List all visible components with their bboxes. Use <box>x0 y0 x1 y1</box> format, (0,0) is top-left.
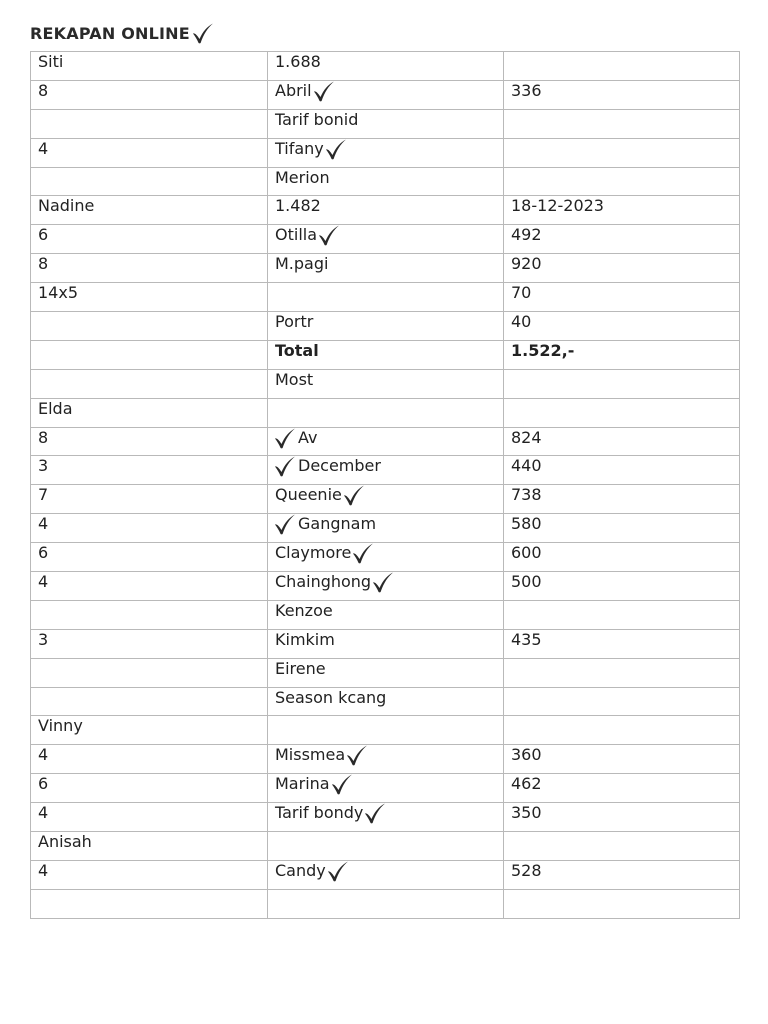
table-cell-c3 <box>504 456 740 485</box>
cell-text: 18-12-2023 <box>511 196 604 216</box>
table-cell-c2 <box>268 167 504 196</box>
cell-text: Anisah <box>38 831 92 851</box>
cell-content <box>275 80 503 104</box>
cell-content <box>38 138 267 162</box>
cell-content <box>275 803 503 827</box>
table-row <box>31 889 740 918</box>
table-cell-c3 <box>504 485 740 514</box>
table-cell-c1 <box>31 369 268 398</box>
cell-content <box>511 629 739 653</box>
table-cell-c3 <box>504 225 740 254</box>
cell-content <box>511 774 739 798</box>
table-row <box>31 716 740 745</box>
cell-text: 920 <box>511 254 542 274</box>
table-cell-c1 <box>31 860 268 889</box>
table-cell-c2 <box>268 774 504 803</box>
checkmark-icon <box>345 745 369 766</box>
cell-text: Candy <box>275 860 326 880</box>
cell-text: Vinny <box>38 716 83 736</box>
cell-content <box>511 167 739 191</box>
table-cell-c2 <box>268 80 504 109</box>
table-row <box>31 398 740 427</box>
cell-text: Total <box>275 340 319 360</box>
table-cell-c2 <box>268 600 504 629</box>
cell-content <box>38 572 267 596</box>
cell-text: 360 <box>511 745 542 765</box>
cell-content <box>38 543 267 567</box>
table-cell-c1 <box>31 427 268 456</box>
table-cell-c2 <box>268 745 504 774</box>
cell-text: 528 <box>511 860 542 880</box>
cell-text: 4 <box>38 571 49 591</box>
cell-content <box>38 254 267 278</box>
table-cell-c3 <box>504 109 740 138</box>
cell-content <box>511 600 739 624</box>
table-row <box>31 340 740 369</box>
table-cell-c1 <box>31 312 268 341</box>
checkmark-icon <box>363 803 387 824</box>
table-cell-c1 <box>31 254 268 283</box>
checkmark-icon <box>273 514 297 535</box>
table-cell-c3 <box>504 514 740 543</box>
table-cell-c2 <box>268 658 504 687</box>
table-cell-c1 <box>31 687 268 716</box>
table-cell-c2 <box>268 543 504 572</box>
cell-text: Kimkim <box>275 629 335 649</box>
cell-text: 6 <box>38 774 49 794</box>
cell-text: 462 <box>511 774 542 794</box>
table-cell-c1 <box>31 80 268 109</box>
cell-content <box>511 687 739 711</box>
cell-content <box>38 52 267 76</box>
table-cell-c2 <box>268 716 504 745</box>
cell-text: 1.688 <box>275 51 321 71</box>
cell-text: Elda <box>38 398 73 418</box>
table-cell-c3 <box>504 80 740 109</box>
table-cell-c2 <box>268 889 504 918</box>
table-cell-c3 <box>504 716 740 745</box>
cell-text: 14x5 <box>38 283 79 303</box>
cell-text: 4 <box>38 803 49 823</box>
cell-content <box>511 514 739 538</box>
cell-text: Missmea <box>275 745 346 765</box>
document-title <box>30 20 215 46</box>
cell-text: 6 <box>38 543 49 563</box>
table-row <box>31 572 740 601</box>
cell-content <box>38 860 267 884</box>
table-cell-c1 <box>31 456 268 485</box>
table-cell-c1 <box>31 225 268 254</box>
document-title-text: REKAPAN ONLINE <box>30 23 190 43</box>
table-cell-c3 <box>504 600 740 629</box>
cell-content <box>275 832 503 856</box>
cell-content <box>275 138 503 162</box>
cell-content <box>275 312 503 336</box>
cell-text: 3 <box>38 629 49 649</box>
table-cell-c2 <box>268 254 504 283</box>
table-row <box>31 196 740 225</box>
table-row <box>31 52 740 81</box>
table-cell-c3 <box>504 572 740 601</box>
cell-content <box>38 427 267 451</box>
cell-content <box>511 109 739 133</box>
table-row <box>31 80 740 109</box>
table-cell-c3 <box>504 138 740 167</box>
cell-content <box>275 427 503 451</box>
table-cell-c2 <box>268 860 504 889</box>
table-cell-c1 <box>31 138 268 167</box>
checkmark-icon <box>324 138 348 159</box>
cell-content <box>511 52 739 76</box>
cell-text: Av <box>298 427 318 447</box>
cell-content <box>511 196 739 220</box>
cell-content <box>275 716 503 740</box>
cell-content <box>38 745 267 769</box>
cell-text: 580 <box>511 514 542 534</box>
cell-content <box>38 283 267 307</box>
table-cell-c2 <box>268 138 504 167</box>
cell-text: 4 <box>38 138 49 158</box>
checkmark-icon <box>326 860 350 881</box>
cell-content <box>275 745 503 769</box>
cell-text: 40 <box>511 311 532 331</box>
checkmark-icon <box>317 225 341 246</box>
checkmark-icon <box>191 22 215 44</box>
cell-content <box>38 600 267 624</box>
cell-text: 6 <box>38 225 49 245</box>
table-cell-c3 <box>504 803 740 832</box>
table-cell-c2 <box>268 340 504 369</box>
cell-text: 4 <box>38 745 49 765</box>
table-cell-c1 <box>31 803 268 832</box>
checkmark-icon <box>273 427 297 448</box>
cell-content <box>275 629 503 653</box>
cell-content <box>38 196 267 220</box>
cell-content <box>511 427 739 451</box>
table-row <box>31 109 740 138</box>
table-cell-c1 <box>31 340 268 369</box>
cell-text: Chainghong <box>275 571 372 591</box>
table-cell-c1 <box>31 889 268 918</box>
cell-content <box>38 629 267 653</box>
cell-content <box>511 832 739 856</box>
recap-table <box>30 51 740 919</box>
table-row <box>31 600 740 629</box>
table-cell-c3 <box>504 196 740 225</box>
cell-text: 435 <box>511 629 542 649</box>
table-cell-c3 <box>504 398 740 427</box>
cell-content <box>38 889 267 913</box>
table-cell-c1 <box>31 514 268 543</box>
table-row <box>31 369 740 398</box>
cell-content <box>38 658 267 682</box>
table-cell-c2 <box>268 398 504 427</box>
cell-text: Merion <box>275 167 330 187</box>
table-cell-c2 <box>268 52 504 81</box>
cell-text: Most <box>275 369 314 389</box>
cell-content <box>38 687 267 711</box>
table-cell-c2 <box>268 514 504 543</box>
cell-content <box>511 485 739 509</box>
table-cell-c2 <box>268 572 504 601</box>
table-cell-c2 <box>268 283 504 312</box>
cell-content <box>275 860 503 884</box>
cell-text: Otilla <box>275 225 318 245</box>
table-row <box>31 774 740 803</box>
cell-content <box>275 572 503 596</box>
cell-text: 1.522,- <box>511 340 575 360</box>
cell-content <box>511 745 739 769</box>
cell-content <box>511 283 739 307</box>
cell-content <box>275 109 503 133</box>
table-row <box>31 283 740 312</box>
cell-content <box>38 80 267 104</box>
table-cell-c1 <box>31 109 268 138</box>
cell-content <box>38 716 267 740</box>
cell-text: 738 <box>511 485 542 505</box>
cell-content <box>275 340 503 364</box>
cell-text: Abril <box>275 80 312 100</box>
table-cell-c1 <box>31 543 268 572</box>
cell-content <box>275 369 503 393</box>
table-row <box>31 514 740 543</box>
cell-text: Portr <box>275 311 314 331</box>
cell-content <box>275 225 503 249</box>
cell-content <box>275 52 503 76</box>
cell-content <box>38 456 267 480</box>
table-cell-c3 <box>504 283 740 312</box>
cell-content <box>38 167 267 191</box>
checkmark-icon <box>273 456 297 477</box>
cell-text: Claymore <box>275 543 352 563</box>
checkmark-icon <box>342 485 366 506</box>
cell-text: 8 <box>38 427 49 447</box>
cell-content <box>38 109 267 133</box>
table-row <box>31 687 740 716</box>
table-cell-c3 <box>504 687 740 716</box>
cell-content <box>275 398 503 422</box>
table-cell-c3 <box>504 832 740 861</box>
cell-text: Queenie <box>275 485 342 505</box>
table-row <box>31 225 740 254</box>
table-row <box>31 456 740 485</box>
table-row <box>31 543 740 572</box>
cell-text: Marina <box>275 774 330 794</box>
table-row <box>31 832 740 861</box>
table-cell-c1 <box>31 398 268 427</box>
cell-content <box>275 774 503 798</box>
cell-content <box>511 254 739 278</box>
cell-text: 440 <box>511 456 542 476</box>
cell-text: 492 <box>511 225 542 245</box>
cell-text: 8 <box>38 254 49 274</box>
table-cell-c3 <box>504 543 740 572</box>
cell-text: Siti <box>38 51 64 71</box>
cell-content <box>38 832 267 856</box>
table-cell-c2 <box>268 312 504 341</box>
table-cell-c1 <box>31 629 268 658</box>
table-cell-c1 <box>31 167 268 196</box>
cell-text: December <box>298 456 381 476</box>
cell-text: M.pagi <box>275 254 329 274</box>
cell-content <box>275 167 503 191</box>
table-cell-c3 <box>504 340 740 369</box>
cell-text: 8 <box>38 80 49 100</box>
cell-text: 336 <box>511 80 542 100</box>
cell-content <box>511 225 739 249</box>
checkmark-icon <box>371 572 395 593</box>
table-cell-c2 <box>268 832 504 861</box>
cell-content <box>38 312 267 336</box>
table-cell-c1 <box>31 52 268 81</box>
table-cell-c3 <box>504 745 740 774</box>
cell-text: Eirene <box>275 658 326 678</box>
table-cell-c1 <box>31 196 268 225</box>
cell-content <box>511 860 739 884</box>
cell-content <box>275 658 503 682</box>
cell-text: Nadine <box>38 196 95 216</box>
table-cell-c2 <box>268 629 504 658</box>
table-cell-c2 <box>268 687 504 716</box>
cell-content <box>511 716 739 740</box>
cell-content <box>275 889 503 913</box>
cell-text: 500 <box>511 571 542 591</box>
table-cell-c1 <box>31 658 268 687</box>
cell-content <box>275 254 503 278</box>
cell-content <box>38 225 267 249</box>
table-row <box>31 254 740 283</box>
table-cell-c2 <box>268 225 504 254</box>
table-cell-c3 <box>504 369 740 398</box>
cell-text: Tarif bonid <box>275 109 359 129</box>
cell-text: 7 <box>38 485 49 505</box>
cell-content <box>511 138 739 162</box>
cell-text: Gangnam <box>298 514 377 534</box>
cell-content <box>511 456 739 480</box>
cell-text: Kenzoe <box>275 600 333 620</box>
table-row <box>31 138 740 167</box>
cell-content <box>275 543 503 567</box>
cell-content <box>275 196 503 220</box>
cell-text: 4 <box>38 860 49 880</box>
table-cell-c1 <box>31 600 268 629</box>
cell-text: 824 <box>511 427 542 447</box>
cell-text: 70 <box>511 283 532 303</box>
checkmark-icon <box>330 774 354 795</box>
table-cell-c1 <box>31 832 268 861</box>
table-row <box>31 427 740 456</box>
table-row <box>31 629 740 658</box>
cell-text: 600 <box>511 543 542 563</box>
table-cell-c3 <box>504 312 740 341</box>
cell-content <box>511 543 739 567</box>
cell-text: 350 <box>511 803 542 823</box>
table-row <box>31 658 740 687</box>
cell-content <box>38 514 267 538</box>
cell-content <box>511 312 739 336</box>
table-cell-c1 <box>31 745 268 774</box>
table-cell-c2 <box>268 456 504 485</box>
checkmark-icon <box>351 543 375 564</box>
table-row <box>31 167 740 196</box>
table-cell-c3 <box>504 427 740 456</box>
cell-content <box>275 456 503 480</box>
cell-content <box>275 485 503 509</box>
table-cell-c3 <box>504 52 740 81</box>
table-cell-c2 <box>268 485 504 514</box>
cell-content <box>38 369 267 393</box>
cell-content <box>38 340 267 364</box>
table-row <box>31 312 740 341</box>
table-row <box>31 485 740 514</box>
table-cell-c1 <box>31 716 268 745</box>
table-cell-c2 <box>268 109 504 138</box>
table-row <box>31 745 740 774</box>
cell-text: Season kcang <box>275 687 387 707</box>
table-cell-c1 <box>31 774 268 803</box>
cell-text: Tarif bondy <box>275 803 364 823</box>
table-cell-c1 <box>31 572 268 601</box>
cell-text: Tifany <box>275 138 324 158</box>
cell-content <box>511 889 739 913</box>
table-cell-c2 <box>268 196 504 225</box>
cell-content <box>38 774 267 798</box>
cell-content <box>511 572 739 596</box>
table-cell-c3 <box>504 629 740 658</box>
cell-content <box>511 398 739 422</box>
table-cell-c2 <box>268 803 504 832</box>
table-cell-c1 <box>31 485 268 514</box>
cell-content <box>511 369 739 393</box>
table-cell-c2 <box>268 369 504 398</box>
cell-content <box>38 485 267 509</box>
cell-content <box>275 687 503 711</box>
table-row <box>31 860 740 889</box>
checkmark-icon <box>312 80 336 101</box>
table-cell-c3 <box>504 254 740 283</box>
table-cell-c3 <box>504 860 740 889</box>
table-row <box>31 803 740 832</box>
cell-content <box>511 340 739 364</box>
table-cell-c3 <box>504 658 740 687</box>
cell-content <box>38 398 267 422</box>
table-cell-c3 <box>504 774 740 803</box>
cell-text: 3 <box>38 456 49 476</box>
cell-content <box>511 803 739 827</box>
cell-content <box>275 600 503 624</box>
recap-table-body <box>31 52 740 919</box>
table-cell-c3 <box>504 889 740 918</box>
cell-text: 4 <box>38 514 49 534</box>
cell-text: 1.482 <box>275 196 321 216</box>
table-cell-c2 <box>268 427 504 456</box>
cell-content <box>511 80 739 104</box>
table-cell-c1 <box>31 283 268 312</box>
cell-content <box>511 658 739 682</box>
cell-content <box>275 283 503 307</box>
cell-content <box>275 514 503 538</box>
table-cell-c3 <box>504 167 740 196</box>
cell-content <box>38 803 267 827</box>
